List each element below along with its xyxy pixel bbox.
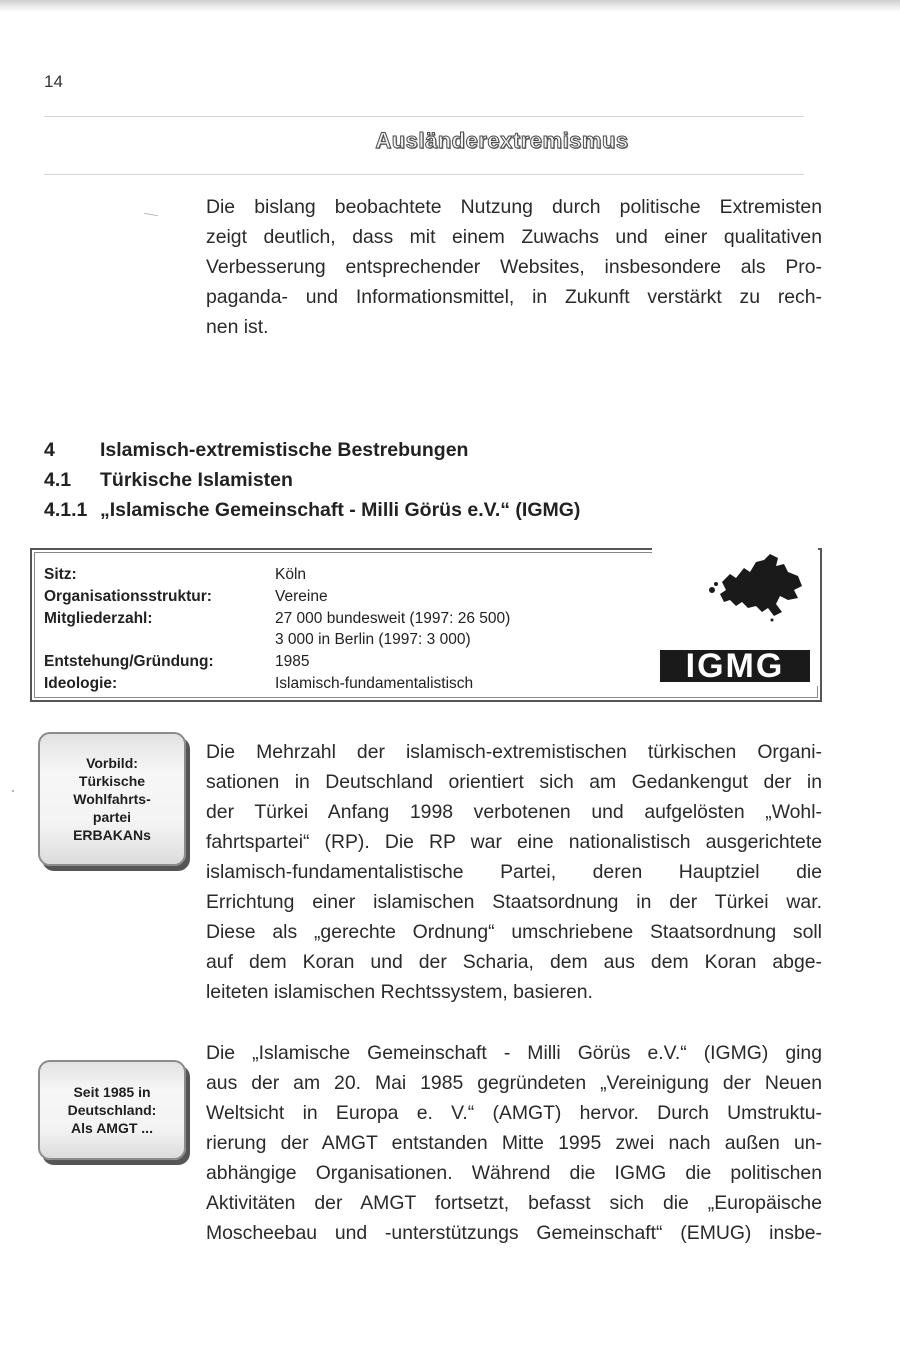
info-label: Entstehung/Gründung:: [44, 653, 214, 670]
text-line: zeigt deutlich, dass mit einem Zuwachs und einer qualitativen: [206, 226, 822, 248]
info-label: Organisationsstruktur:: [44, 588, 212, 605]
text-line: islamisch-fundamentalistische Partei, deren Hauptziel die: [206, 861, 822, 883]
text-line: Weltsicht in Europa e. V.“ (AMGT) hervor. Durch Umstruktu-: [206, 1102, 822, 1124]
text-line: paganda- und Informationsmittel, in Zukunft verstärkt zu rech-: [206, 286, 822, 308]
scan-mark: [144, 213, 158, 216]
text-line: Diese als „gerechte Ordnung“ umschriebene Staatsordnung soll: [206, 921, 822, 943]
page-top-shadow: [0, 0, 900, 12]
heading-title: Islamisch-extremistische Bestrebungen: [100, 439, 469, 461]
info-value: 3 000 in Berlin (1997: 3 000): [275, 631, 471, 648]
text-line: Die bislang beobachtete Nutzung durch politische Extremisten: [206, 196, 822, 218]
side-note-line: Vorbild:: [86, 755, 138, 771]
side-note-line: partei: [92, 809, 132, 825]
text-line: fahrtspartei“ (RP). Die RP war eine nationalistisch ausgerichtete: [206, 831, 822, 853]
igmg-logo: [652, 546, 818, 686]
side-note-line: Seit 1985 in: [73, 1084, 151, 1100]
side-note-text: [68, 1083, 157, 1137]
text-line: Errichtung einer islamischen Staatsordnung in der Türkei war.: [206, 891, 822, 913]
section-heading: [44, 495, 580, 525]
side-note-text: [73, 754, 151, 844]
logo-lettering: IGMG: [685, 647, 785, 685]
text-line: Die Mehrzahl der islamisch-extremistischen türkischen Organi-: [206, 741, 822, 763]
heading-number: 4: [44, 439, 55, 461]
running-header: Ausländerextremismus: [375, 128, 629, 153]
info-value: 1985: [275, 653, 310, 670]
info-value: Köln: [275, 566, 307, 583]
section-headings: [44, 435, 580, 525]
section-heading: [44, 435, 580, 465]
header-rule-top: [44, 116, 804, 117]
side-note-seit-1985: [38, 1060, 186, 1160]
heading-title: „Islamische Gemeinschaft - Milli Görüs e.V.“ (IGMG): [100, 499, 581, 521]
side-note-line: Deutschland:: [67, 1102, 157, 1118]
intro-paragraph: [206, 192, 822, 342]
side-note-line: Wohlfahrts-: [73, 791, 151, 807]
paragraph-igmg: [206, 1038, 822, 1248]
heading-number: 4.1: [44, 469, 72, 491]
text-line: nen ist.: [206, 316, 269, 338]
side-note-vorbild: [38, 732, 186, 866]
text-line: aus der am 20. Mai 1985 gegründeten „Vereinigung der Neuen: [206, 1072, 822, 1094]
page-number: 14: [44, 72, 63, 91]
text-line: Moscheebau und -unterstützungs Gemeinschaft“ (EMUG) insbe-: [206, 1222, 822, 1244]
text-line: auf dem Koran und der Scharia, dem aus dem Koran abge-: [206, 951, 822, 973]
info-label: Ideologie:: [44, 675, 118, 692]
info-value: Vereine: [275, 588, 328, 605]
heading-title: Türkische Islamisten: [100, 469, 293, 491]
scan-dot: [12, 790, 14, 792]
heading-number: 4.1.1: [44, 499, 88, 521]
text-line: Die „Islamische Gemeinschaft - Milli Görüs e.V.“ (IGMG) ging: [206, 1042, 822, 1064]
text-line: Verbesserung entsprechender Websites, insbesondere als Pro-: [206, 256, 822, 278]
header-rule-bottom: [44, 174, 804, 175]
paragraph-rp: [206, 737, 822, 1007]
info-label: Sitz:: [44, 566, 77, 583]
organization-info-box: [30, 548, 822, 702]
info-label: Mitgliederzahl:: [44, 610, 153, 627]
text-line: rierung der AMGT entstanden Mitte 1995 zwei nach außen un-: [206, 1132, 822, 1154]
side-note-line: Als AMGT ...: [71, 1120, 153, 1136]
side-note-line: Türkische: [78, 773, 146, 789]
text-line: abhängige Organisationen. Während die IGMG die politischen: [206, 1162, 822, 1184]
info-value: 27 000 bundesweit (1997: 26 500): [275, 610, 511, 627]
section-heading: [44, 465, 580, 495]
text-line: sationen in Deutschland orientiert sich am Gedankengut der in: [206, 771, 822, 793]
text-line: leiteten islamischen Rechtssystem, basieren.: [206, 981, 593, 1003]
side-note-line: ERBAKANs: [73, 827, 151, 843]
info-value: Islamisch-fundamentalistisch: [275, 675, 474, 692]
europe-crescent-logo-icon: [652, 546, 818, 686]
text-line: der Türkei Anfang 1998 verbotenen und aufgelösten „Wohl-: [206, 801, 822, 823]
text-line: Aktivitäten der AMGT fortsetzt, befasst sich die „Europäische: [206, 1192, 822, 1214]
